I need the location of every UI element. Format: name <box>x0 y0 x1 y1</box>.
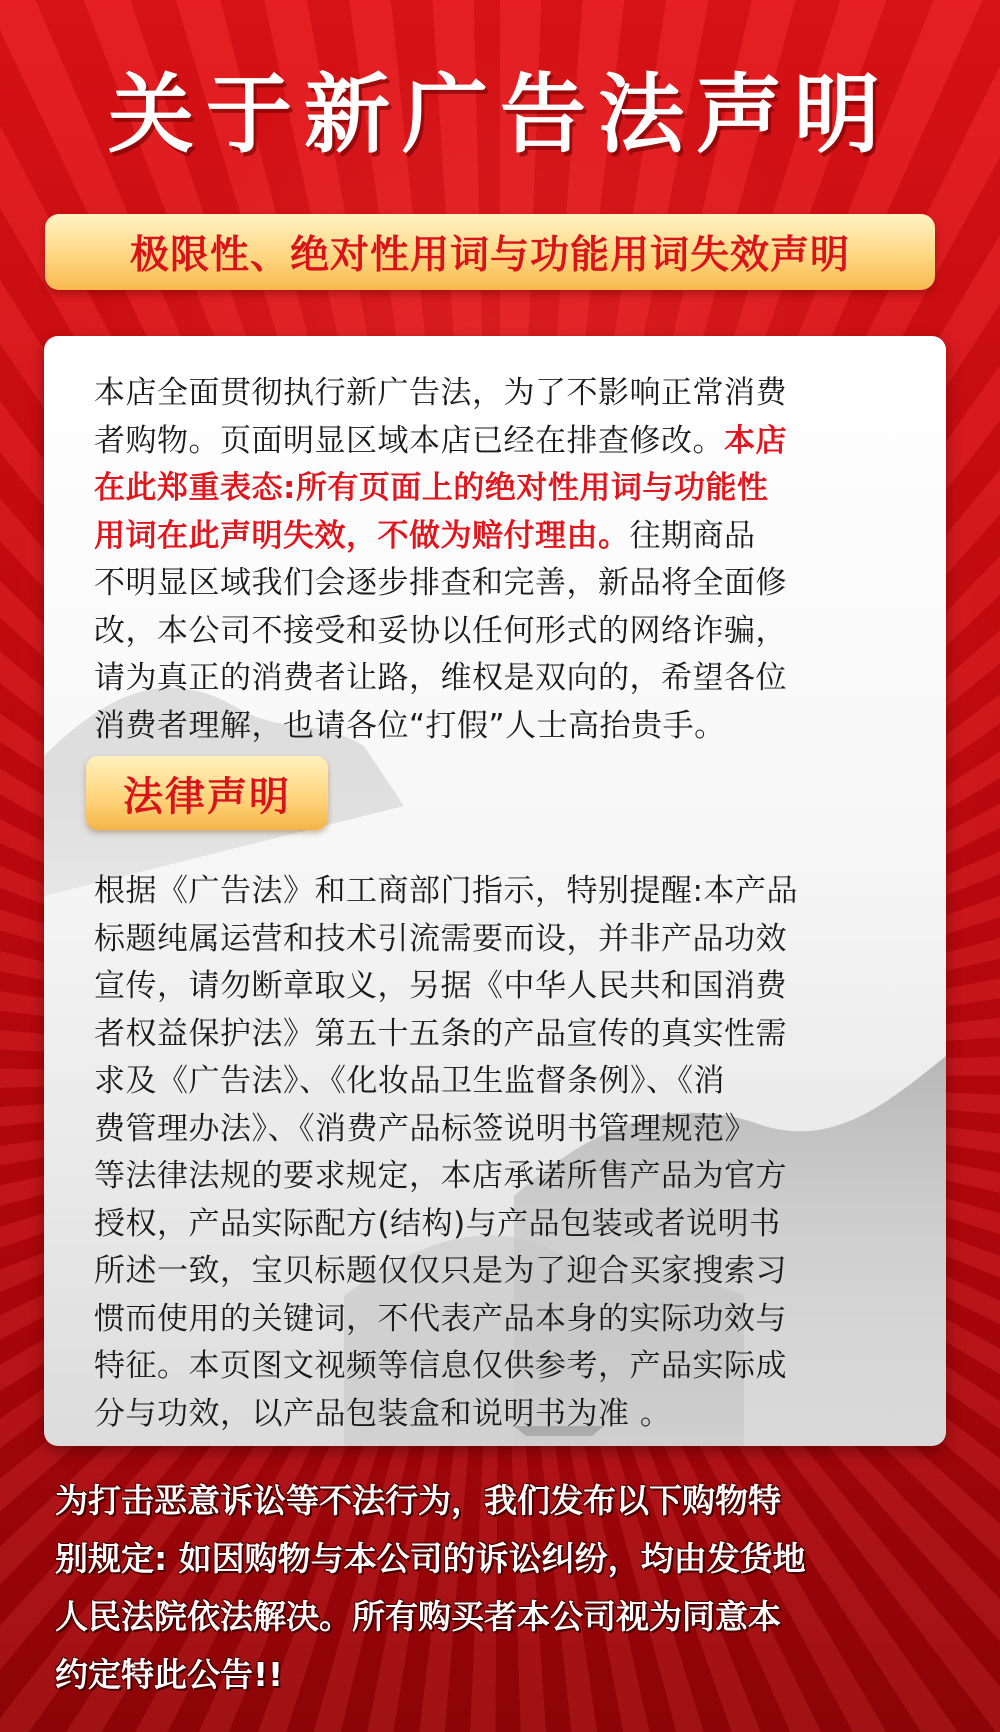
legal-line: 根据《广告法》和工商部门指示，特别提醒:本产品 <box>94 873 798 909</box>
subtitle-banner <box>45 214 935 290</box>
statement-text: 请为真正的消费者让路，维权是双向的，希望各位 <box>94 660 787 696</box>
statement-highlight: 本店 <box>724 422 787 459</box>
statement-line <box>94 560 894 608</box>
legal-line: 者权益保护法》第五十五条的产品宣传的真实性需 <box>94 1015 787 1052</box>
statement-line <box>94 608 894 656</box>
statement-line <box>94 418 894 466</box>
statement-text: 消费者理解，也请各位“打假”人士高抬贵手。 <box>94 707 726 744</box>
statement-text: 不明显区域我们会逐步排查和完善，新品将全面修 <box>94 565 787 601</box>
statement-line <box>94 703 894 751</box>
statement-card <box>44 336 946 1446</box>
page-title: 关于新广告法声明 <box>108 65 892 165</box>
legal-line: 授权，产品实际配方(结构)与产品包装或者说明书 <box>94 1205 781 1242</box>
legal-line: 惯而使用的关键词，不代表产品本身的实际功效与 <box>94 1300 787 1337</box>
statement-highlight: 在此郑重表态:所有页面上的绝对性用词与功能性 <box>94 470 769 506</box>
footer-line: 约定特此公告!! <box>55 1655 284 1694</box>
statement-line <box>94 513 894 561</box>
subtitle-text: 极限性、绝对性用词与功能用词失效声明 <box>129 233 850 278</box>
statement-line <box>94 655 894 703</box>
footer-line: 人民法院依法解决。所有购买者本公司视为同意本 <box>55 1597 781 1636</box>
statement-line <box>94 370 894 418</box>
statement-text: 本店全面贯彻执行新广告法，为了不影响正常消费 <box>94 375 787 411</box>
footer-notice <box>55 1472 955 1704</box>
statement-line <box>94 465 894 513</box>
legal-heading-badge <box>86 756 328 830</box>
legal-line: 标题纯属运营和技术引流需要而设，并非产品功效 <box>94 920 787 957</box>
legal-paragraph <box>94 868 894 1438</box>
legal-line: 分与功效，以产品包装盒和说明书为准 。 <box>94 1395 672 1432</box>
legal-line: 宣传，请勿断章取义，另据《中华人民共和国消费 <box>94 968 787 1004</box>
legal-line: 所述一致，宝贝标题仅仅只是为了迎合买家搜索习 <box>94 1253 787 1289</box>
statement-text: 往期商品 <box>629 517 756 554</box>
statement-paragraph <box>94 370 894 750</box>
statement-text: 者购物。页面明显区域本店已经在排查修改。 <box>94 422 724 459</box>
legal-heading: 法律声明 <box>123 773 291 820</box>
legal-line: 求及《广告法》、《化妆品卫生监督条例》、《消 <box>94 1063 725 1099</box>
statement-highlight: 用词在此声明失效，不做为赔付理由。 <box>94 517 630 554</box>
statement-text: 改，本公司不接受和妥协以任何形式的网络诈骗， <box>94 612 787 649</box>
footer-line: 别规定: 如因购物与本公司的诉讼纠纷，均由发货地 <box>55 1539 806 1578</box>
legal-line: 费管理办法》、《消费产品标签说明书管理规范》 <box>94 1110 756 1147</box>
footer-line: 为打击恶意诉讼等不法行为，我们发布以下购物特 <box>55 1481 781 1520</box>
legal-line: 等法律法规的要求规定，本店承诺所售产品为官方 <box>94 1158 787 1194</box>
legal-line: 特征。本页图文视频等信息仅供参考，产品实际成 <box>94 1348 787 1384</box>
